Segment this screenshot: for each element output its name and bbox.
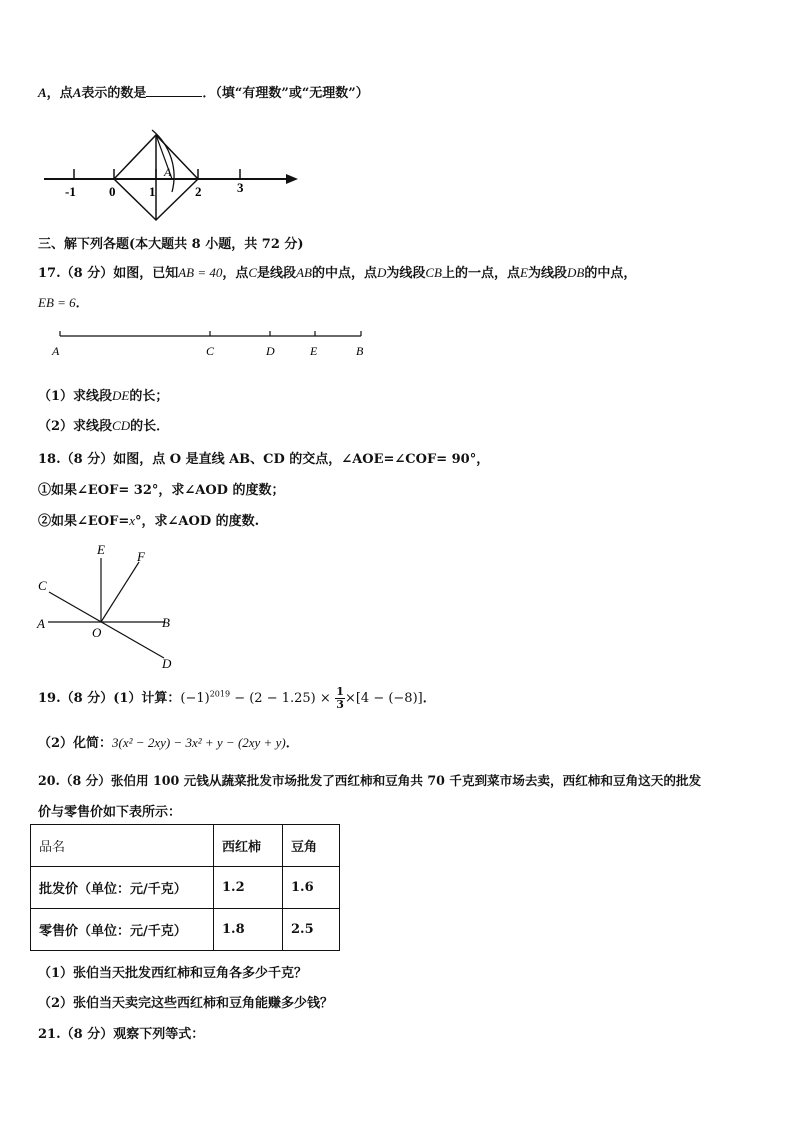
table-header-row [31,825,340,867]
section-heading: 三、解下列各题(本大题共 8 小题，共 72 分) [38,237,304,252]
q16-tail-line: A，点A表示的数是 ．（填“有理数”或“无理数”） [38,85,369,101]
q18-line3: ②如果∠EOF=x°，求∠AOD 的度数. [38,513,260,529]
q17-line2: EB = 6． [38,295,89,311]
price-table [30,824,340,951]
label-e: E [97,542,105,557]
var-a: A [38,85,47,100]
tick-label-neg1: -1 [65,184,76,199]
angle-figure [34,540,194,676]
table-cell: 批发价（单位：元/千克） [31,867,214,909]
q17-line1: 17.（8 分）如图，已知AB = 40，点C是线段AB的中点，点D为线段CB上的一点，点E为线段DB的中点， [38,265,637,281]
label-o: O [92,625,102,640]
tick-label-1: 1 [149,184,156,199]
number-line-figure [40,122,310,226]
point-a-label: A [164,165,172,179]
q19-line1: 19.（8 分）(1）计算：$(-1)^{2019} - (2 - 1.25)$ × $\frac{1}{3}$ ×[4 − (−8)]． [38,685,436,711]
q20-sub2: （2）张伯当天卖完这些西红柿和豆角能赚多少钱？ [38,996,334,1011]
fraction-one-third: $\frac{1}{3}$ [336,685,344,711]
table-row [31,909,340,951]
q20-line1: 20.（8 分）张伯用 100 元钱从蔬菜批发市场批发了西红柿和豆角共 70 千克到菜市场去卖，西红柿和豆角这天的批发 [38,773,702,788]
label-c: C [38,578,47,593]
header-cell: 西红柿 [214,825,283,867]
q21-line1: 21.（8 分）观察下列等式： [38,1027,205,1042]
label-a: A [52,344,60,358]
q20-sub1: （1）张伯当天批发西红柿和豆角各多少千克？ [38,966,308,981]
label-d: D [162,656,172,671]
q17-sub1: （1）求线段DE的长； [38,388,169,404]
axis-arrow [286,174,298,184]
table-cell: 1.6 [283,867,340,909]
label-b: B [356,344,364,358]
table-cell: 1.2 [214,867,283,909]
label-d: D [266,344,275,358]
segment-figure [48,328,378,362]
answer-blank [146,84,202,97]
tick-label-3: 3 [237,180,244,195]
line-cd [49,592,164,658]
header-cell: 豆角 [283,825,340,867]
q20-line2: 价与零售价如下表所示： [38,805,182,820]
table-cell: 零售价（单位：元/千克） [31,909,214,951]
tick-label-2: 2 [195,184,202,199]
q18-line2: ①如果∠EOF= 32°，求∠AOD 的度数； [38,483,285,498]
tick-label-0: 0 [109,184,116,199]
label-a: A [37,616,45,631]
q18-line1: 18.（8 分）如图，点 O 是直线 AB、CD 的交点，∠AOE=∠COF= 90°， [38,452,490,467]
label-b: B [162,615,170,630]
label-c: C [206,344,215,358]
label-e: E [310,344,318,358]
header-cell: 品名 [31,825,214,867]
q17-sub2: （2）求线段CD的长． [38,418,170,434]
label-f: F [137,549,145,564]
ray-of [101,562,139,622]
table-cell: 1.8 [214,909,283,951]
q19-line2: （2）化简：3(x² − 2xy) − 3x² + y − (2xy + y)． [38,735,299,751]
table-row [31,867,340,909]
table-cell: 2.5 [283,909,340,951]
